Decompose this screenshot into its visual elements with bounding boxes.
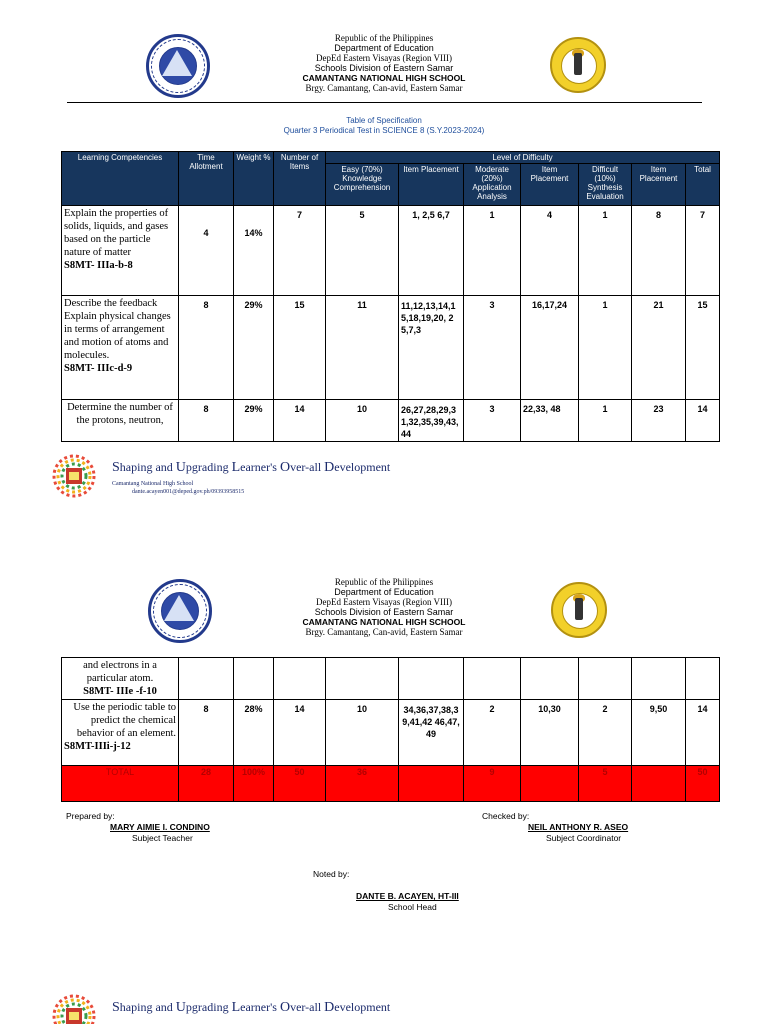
noted-name: DANTE B. ACAYEN, HT-III (356, 891, 459, 901)
difficult-cell (579, 658, 632, 700)
col-difficult: Difficult (10%) Synthesis Evaluation (579, 164, 632, 206)
moderate-cell: 3 (464, 400, 521, 442)
moderate-placement-cell: 22,33, 48 (521, 400, 579, 442)
difficult-cell: 1 (579, 206, 632, 296)
motto (112, 1000, 390, 1016)
department-line: Department of Education (334, 587, 434, 597)
footer-banner (42, 990, 542, 1024)
motto-l: L (231, 460, 241, 475)
division-line: Schools Division of Eastern Samar (314, 63, 454, 73)
total-cell: 14 (686, 400, 720, 442)
weight-cell: 29% (234, 296, 274, 400)
table-row (62, 700, 720, 766)
motto-part-4: ver-all (290, 1000, 325, 1014)
specification-table (61, 151, 720, 442)
total-items: 50 (274, 766, 326, 802)
col-moderate: Moderate (20%) Application Analysis (464, 164, 521, 206)
time-cell: 8 (179, 700, 234, 766)
col-easy-placement: Item Placement (399, 164, 464, 206)
difficult-placement-cell: 23 (632, 400, 686, 442)
school-name: CAMANTANG NATIONAL HIGH SCHOOL (302, 73, 466, 83)
prepared-name: MARY AIMIE I. CONDINO (110, 822, 210, 832)
easy-cell: 5 (326, 206, 399, 296)
moderate-placement-cell: 10,30 (521, 700, 579, 766)
col-number: Number of Items (274, 152, 326, 206)
header-rule (67, 102, 702, 103)
col-moderate-placement: Item Placement (521, 164, 579, 206)
motto-part-3: earner's (240, 460, 280, 474)
total-cell (686, 658, 720, 700)
items-cell: 7 (274, 206, 326, 296)
total-weight: 100% (234, 766, 274, 802)
prepared-label: Prepared by: (66, 811, 115, 821)
motto-part-2: pgrading (185, 1000, 232, 1014)
footer-banner (42, 450, 542, 510)
time-cell: 8 (179, 296, 234, 400)
doc-titles (0, 116, 768, 136)
easy-placement-cell (399, 658, 464, 700)
motto-o: O (279, 1000, 291, 1015)
difficult-cell: 1 (579, 400, 632, 442)
easy-placement-cell: 34,36,37,38,39,41,42 46,47,49 (399, 700, 464, 766)
checked-label: Checked by: (482, 811, 530, 821)
competency-text: Use the periodic table to predict the chemical behavior of an element. (73, 702, 176, 739)
motto-part-1: haping and (119, 460, 176, 474)
moderate-cell: 2 (464, 700, 521, 766)
noted-label: Noted by: (313, 869, 350, 879)
easy-cell: 11 (326, 296, 399, 400)
competency-cell (62, 658, 179, 700)
weight-cell: 14% (234, 206, 274, 296)
moderate-placement-cell: 16,17,24 (521, 296, 579, 400)
total-cell: 7 (686, 206, 720, 296)
difficult-placement-cell: 9,50 (632, 700, 686, 766)
items-cell: 14 (274, 700, 326, 766)
division-line: Schools Division of Eastern Samar (314, 607, 454, 617)
specification-table-continued (61, 657, 720, 802)
competency-code: S8MT-IIIi-j-12 (64, 741, 131, 752)
republic-line: Republic of the Philippines (334, 33, 434, 43)
competency-cell (62, 296, 179, 400)
address-line: Brgy. Camantang, Can-avid, Eastern Samar (305, 627, 463, 637)
checked-role: Subject Coordinator (546, 833, 622, 843)
motto-o: O (279, 460, 291, 475)
difficult-cell: 2 (579, 700, 632, 766)
motto-u: U (175, 1000, 186, 1015)
easy-cell: 10 (326, 400, 399, 442)
total-moderate: 9 (464, 766, 521, 802)
motto-l: L (231, 1000, 241, 1015)
table-row (62, 658, 720, 700)
weight-cell (234, 658, 274, 700)
checked-name: NEIL ANTHONY R. ASEO (528, 822, 629, 832)
col-competencies: Learning Competencies (62, 152, 179, 206)
total-easy-placement (399, 766, 464, 802)
prepared-role: Subject Teacher (132, 833, 193, 843)
footer-contact: dante.acayen001@deped.gov.ph/09393958515 (132, 489, 245, 495)
footer-school: Camantang National High School (112, 481, 194, 487)
total-time: 28 (179, 766, 234, 802)
easy-placement-cell: 1, 2,5 6,7 (399, 206, 464, 296)
doc-subtitle: Quarter 3 Periodical Test in SCIENCE 8 (S.Y.2023-2024) (283, 126, 485, 135)
letterhead (0, 577, 768, 637)
noted-role: School Head (388, 902, 437, 912)
time-cell: 4 (179, 206, 234, 296)
competency-text: Determine the number of the protons, neutron, (67, 402, 173, 426)
col-total: Total (686, 164, 720, 206)
doc-title: Table of Specification (346, 116, 422, 125)
motto-u: U (175, 460, 186, 475)
easy-placement-cell: 11,12,13,14,15,18,19,20, 25,7,3 (399, 296, 464, 400)
letterhead (0, 33, 768, 93)
weight-cell: 28% (234, 700, 274, 766)
competency-cell (62, 400, 179, 442)
motto-part-3: earner's (240, 1000, 280, 1014)
motto-part-1: haping and (119, 1000, 176, 1014)
competency-text: Explain the properties of solids, liquids, and gases based on the particle nature of matter (64, 208, 169, 258)
motto-part-5: evelopment (334, 1000, 391, 1014)
items-cell: 15 (274, 296, 326, 400)
flower-logo-icon (42, 450, 106, 502)
moderate-placement-cell: 4 (521, 206, 579, 296)
table-row (62, 296, 720, 400)
checked-by-block (482, 811, 628, 844)
school-name: CAMANTANG NATIONAL HIGH SCHOOL (302, 617, 466, 627)
easy-cell (326, 658, 399, 700)
items-cell (274, 658, 326, 700)
prepared-by-block (66, 811, 210, 844)
total-difficult: 5 (579, 766, 632, 802)
col-weight: Weight % (234, 152, 274, 206)
competency-cell (62, 700, 179, 766)
motto (112, 460, 390, 476)
motto-d: D (324, 460, 335, 475)
table-row (62, 206, 720, 296)
total-difficult-placement (632, 766, 686, 802)
republic-line: Republic of the Philippines (334, 577, 434, 587)
time-cell (179, 658, 234, 700)
region-line: DepEd Eastern Visayas (Region VIII) (315, 53, 453, 63)
region-line: DepEd Eastern Visayas (Region VIII) (315, 597, 453, 607)
table-row (62, 400, 720, 442)
motto-part-5: evelopment (334, 460, 391, 474)
flower-logo-icon (42, 990, 106, 1024)
moderate-cell (464, 658, 521, 700)
weight-cell: 29% (234, 400, 274, 442)
moderate-cell: 1 (464, 206, 521, 296)
items-cell: 14 (274, 400, 326, 442)
difficult-placement-cell (632, 658, 686, 700)
col-difficult-placement: Item Placement (632, 164, 686, 206)
competency-text: Describe the feedback Explain physical changes in terms of arrangement and motion of atoms and molecules. (64, 298, 171, 361)
total-moderate-placement (521, 766, 579, 802)
motto-part-4: ver-all (290, 460, 325, 474)
moderate-cell: 3 (464, 296, 521, 400)
col-easy: Easy (70%) Knowledge Comprehension (326, 164, 399, 206)
col-time: Time Allotment (179, 152, 234, 206)
total-cell: 14 (686, 700, 720, 766)
department-line: Department of Education (334, 43, 434, 53)
competency-text: and electrons in a particular atom. (83, 660, 157, 684)
competency-code: S8MT- IIIe -f-10 (83, 686, 157, 697)
motto-part-2: pgrading (185, 460, 232, 474)
motto-s: S (112, 1000, 120, 1015)
motto-s: S (112, 460, 120, 475)
noted-by-block (356, 891, 459, 913)
col-level: Level of Difficulty (326, 152, 720, 164)
total-easy: 36 (326, 766, 399, 802)
easy-placement-cell: 26,27,28,29,31,32,35,39,43,44 (399, 400, 464, 442)
moderate-placement-cell (521, 658, 579, 700)
total-cell: 15 (686, 296, 720, 400)
motto-d: D (324, 1000, 335, 1015)
time-cell: 8 (179, 400, 234, 442)
total-label: TOTAL (62, 766, 179, 802)
competency-cell (62, 206, 179, 296)
address-line: Brgy. Camantang, Can-avid, Eastern Samar (305, 83, 463, 93)
competency-code: S8MT- IIIa-b-8 (64, 260, 133, 271)
easy-cell: 10 (326, 700, 399, 766)
total-total: 50 (686, 766, 720, 802)
competency-code: S8MT- IIIc-d-9 (64, 363, 133, 374)
difficult-placement-cell: 21 (632, 296, 686, 400)
difficult-placement-cell: 8 (632, 206, 686, 296)
total-row (62, 766, 720, 802)
difficult-cell: 1 (579, 296, 632, 400)
